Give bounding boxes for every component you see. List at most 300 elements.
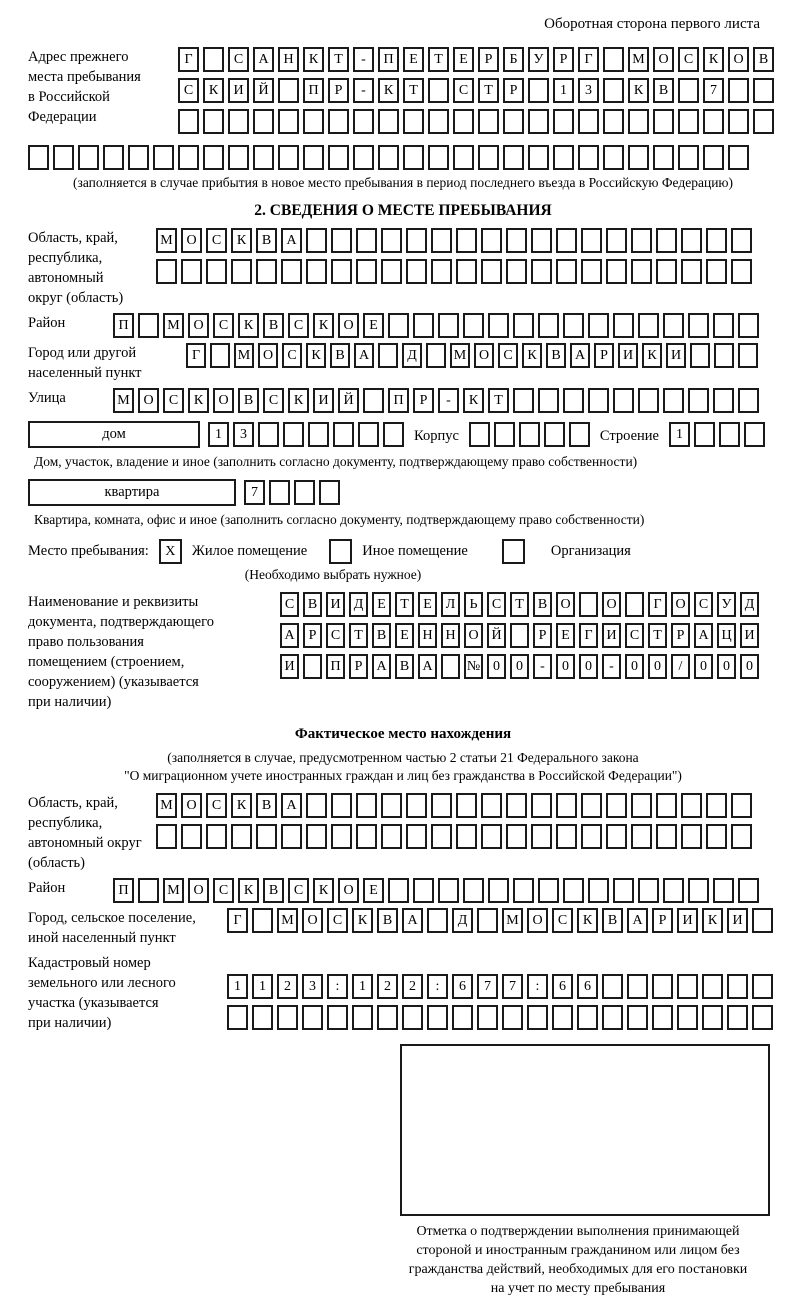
char-cell[interactable] [677, 1005, 698, 1030]
char-cell[interactable] [503, 109, 524, 134]
char-cell[interactable]: 1 [352, 974, 373, 999]
char-cell[interactable]: А [627, 908, 648, 933]
char-cell[interactable]: А [253, 47, 274, 72]
char-cell[interactable] [128, 145, 149, 170]
char-cell[interactable] [603, 145, 624, 170]
char-cell[interactable] [403, 145, 424, 170]
char-cell[interactable] [277, 1005, 298, 1030]
char-cell[interactable] [728, 78, 749, 103]
char-cell[interactable]: О [188, 313, 209, 338]
char-cell[interactable] [527, 1005, 548, 1030]
char-cell[interactable]: 2 [402, 974, 423, 999]
char-cell[interactable]: В [546, 343, 566, 368]
char-cell[interactable]: Д [349, 592, 368, 617]
char-cell[interactable] [181, 824, 202, 849]
char-cell[interactable]: В [377, 908, 398, 933]
char-cell[interactable]: 2 [377, 974, 398, 999]
char-cell[interactable] [677, 974, 698, 999]
char-cell[interactable]: М [113, 388, 134, 413]
char-cell[interactable] [256, 259, 277, 284]
char-cell[interactable]: С [163, 388, 184, 413]
char-cell[interactable] [578, 109, 599, 134]
char-cell[interactable] [256, 824, 277, 849]
char-cell[interactable] [678, 78, 699, 103]
char-cell[interactable] [553, 109, 574, 134]
char-cell[interactable] [713, 878, 734, 903]
char-cell[interactable]: Р [478, 47, 499, 72]
char-cell[interactable]: С [288, 313, 309, 338]
char-cell[interactable]: И [313, 388, 334, 413]
char-cell[interactable] [606, 793, 627, 818]
char-cell[interactable]: П [113, 878, 134, 903]
char-cell[interactable] [531, 793, 552, 818]
char-cell[interactable]: К [702, 908, 723, 933]
char-cell[interactable] [728, 145, 749, 170]
char-cell[interactable] [178, 145, 199, 170]
char-cell[interactable]: В [602, 908, 623, 933]
char-cell[interactable] [431, 824, 452, 849]
char-cell[interactable]: Т [510, 592, 529, 617]
char-cell[interactable] [556, 259, 577, 284]
char-cell[interactable]: И [326, 592, 345, 617]
char-cell[interactable] [427, 1005, 448, 1030]
char-cell[interactable] [481, 228, 502, 253]
char-cell[interactable]: К [303, 47, 324, 72]
char-cell[interactable]: 3 [233, 422, 254, 447]
char-cell[interactable]: Р [303, 623, 322, 648]
char-cell[interactable] [613, 878, 634, 903]
char-cell[interactable] [752, 1005, 773, 1030]
char-cell[interactable] [606, 228, 627, 253]
char-cell[interactable]: Е [403, 47, 424, 72]
char-cell[interactable]: Р [553, 47, 574, 72]
char-cell[interactable] [531, 824, 552, 849]
char-cell[interactable]: Е [556, 623, 575, 648]
char-cell[interactable]: М [156, 793, 177, 818]
char-cell[interactable] [478, 145, 499, 170]
char-cell[interactable] [688, 388, 709, 413]
char-cell[interactable] [363, 388, 384, 413]
char-cell[interactable] [731, 793, 752, 818]
char-cell[interactable] [713, 313, 734, 338]
char-cell[interactable] [356, 824, 377, 849]
char-cell[interactable]: В [372, 623, 391, 648]
char-cell[interactable]: О [474, 343, 494, 368]
char-cell[interactable] [627, 974, 648, 999]
char-cell[interactable] [477, 1005, 498, 1030]
char-cell[interactable] [506, 259, 527, 284]
char-cell[interactable] [727, 1005, 748, 1030]
char-cell[interactable] [428, 145, 449, 170]
char-cell[interactable]: Р [328, 78, 349, 103]
char-cell[interactable] [513, 878, 534, 903]
char-cell[interactable]: В [238, 388, 259, 413]
char-cell[interactable]: К [703, 47, 724, 72]
char-cell[interactable] [428, 78, 449, 103]
char-cell[interactable]: К [231, 793, 252, 818]
char-cell[interactable]: 1 [227, 974, 248, 999]
char-cell[interactable]: И [666, 343, 686, 368]
char-cell[interactable]: О [653, 47, 674, 72]
char-cell[interactable]: И [280, 654, 299, 679]
char-cell[interactable] [606, 259, 627, 284]
char-cell[interactable] [413, 878, 434, 903]
char-cell[interactable] [714, 343, 734, 368]
char-cell[interactable] [528, 78, 549, 103]
char-cell[interactable] [356, 228, 377, 253]
char-cell[interactable] [328, 109, 349, 134]
char-cell[interactable] [738, 343, 758, 368]
char-cell[interactable]: Д [740, 592, 759, 617]
char-cell[interactable]: М [163, 313, 184, 338]
char-cell[interactable] [578, 145, 599, 170]
char-cell[interactable]: Е [363, 878, 384, 903]
char-cell[interactable] [378, 109, 399, 134]
char-cell[interactable]: Й [487, 623, 506, 648]
char-cell[interactable]: П [303, 78, 324, 103]
char-cell[interactable]: С [213, 313, 234, 338]
char-cell[interactable]: К [352, 908, 373, 933]
char-cell[interactable] [306, 824, 327, 849]
char-cell[interactable]: В [533, 592, 552, 617]
char-cell[interactable] [638, 313, 659, 338]
char-cell[interactable]: Е [395, 623, 414, 648]
char-cell[interactable] [308, 422, 329, 447]
char-cell[interactable] [581, 259, 602, 284]
char-cell[interactable]: Е [372, 592, 391, 617]
char-cell[interactable]: Е [418, 592, 437, 617]
char-cell[interactable] [681, 228, 702, 253]
char-cell[interactable] [356, 793, 377, 818]
char-cell[interactable]: С [678, 47, 699, 72]
char-cell[interactable]: О [671, 592, 690, 617]
char-cell[interactable] [653, 145, 674, 170]
char-cell[interactable]: П [326, 654, 345, 679]
char-cell[interactable] [663, 388, 684, 413]
char-cell[interactable] [690, 343, 710, 368]
char-cell[interactable] [581, 228, 602, 253]
char-cell[interactable]: Г [578, 47, 599, 72]
char-cell[interactable] [156, 824, 177, 849]
char-cell[interactable]: В [256, 793, 277, 818]
char-cell[interactable]: О [181, 228, 202, 253]
char-cell[interactable] [331, 259, 352, 284]
char-cell[interactable]: Г [227, 908, 248, 933]
char-cell[interactable]: О [213, 388, 234, 413]
char-cell[interactable] [719, 422, 740, 447]
char-cell[interactable]: / [671, 654, 690, 679]
char-cell[interactable] [306, 793, 327, 818]
char-cell[interactable] [753, 78, 774, 103]
char-cell[interactable] [438, 878, 459, 903]
char-cell[interactable] [456, 259, 477, 284]
char-cell[interactable] [206, 824, 227, 849]
char-cell[interactable]: Д [402, 343, 422, 368]
char-cell[interactable]: А [372, 654, 391, 679]
checkbox-organizatsiya[interactable] [502, 539, 525, 564]
char-cell[interactable] [678, 109, 699, 134]
char-cell[interactable]: П [378, 47, 399, 72]
char-cell[interactable] [413, 313, 434, 338]
char-cell[interactable] [481, 259, 502, 284]
char-cell[interactable] [463, 878, 484, 903]
char-cell[interactable] [281, 259, 302, 284]
char-cell[interactable]: 1 [669, 422, 690, 447]
char-cell[interactable] [628, 145, 649, 170]
char-cell[interactable] [478, 109, 499, 134]
char-cell[interactable] [613, 388, 634, 413]
char-cell[interactable]: С [288, 878, 309, 903]
char-cell[interactable] [456, 793, 477, 818]
char-cell[interactable] [588, 878, 609, 903]
char-cell[interactable]: С [453, 78, 474, 103]
char-cell[interactable]: К [313, 878, 334, 903]
char-cell[interactable] [138, 878, 159, 903]
char-cell[interactable] [353, 145, 374, 170]
char-cell[interactable] [383, 422, 404, 447]
char-cell[interactable] [306, 259, 327, 284]
char-cell[interactable] [431, 259, 452, 284]
char-cell[interactable] [577, 1005, 598, 1030]
char-cell[interactable] [203, 145, 224, 170]
char-cell[interactable] [563, 878, 584, 903]
char-cell[interactable]: И [727, 908, 748, 933]
char-cell[interactable]: Р [349, 654, 368, 679]
char-cell[interactable]: К [642, 343, 662, 368]
char-cell[interactable]: А [354, 343, 374, 368]
char-cell[interactable] [488, 313, 509, 338]
char-cell[interactable] [258, 422, 279, 447]
char-cell[interactable] [153, 145, 174, 170]
char-cell[interactable]: М [502, 908, 523, 933]
char-cell[interactable]: 0 [579, 654, 598, 679]
checkbox-zhiloe[interactable]: X [159, 539, 182, 564]
char-cell[interactable] [706, 228, 727, 253]
char-cell[interactable] [544, 422, 565, 447]
char-cell[interactable]: В [303, 592, 322, 617]
char-cell[interactable] [431, 793, 452, 818]
char-cell[interactable] [227, 1005, 248, 1030]
char-cell[interactable] [602, 1005, 623, 1030]
char-cell[interactable] [441, 654, 460, 679]
char-cell[interactable]: Р [671, 623, 690, 648]
char-cell[interactable] [752, 908, 773, 933]
char-cell[interactable] [538, 878, 559, 903]
char-cell[interactable]: К [238, 313, 259, 338]
char-cell[interactable] [303, 654, 322, 679]
char-cell[interactable] [406, 228, 427, 253]
char-cell[interactable] [731, 228, 752, 253]
char-cell[interactable]: 7 [502, 974, 523, 999]
char-cell[interactable]: Т [648, 623, 667, 648]
char-cell[interactable]: Н [278, 47, 299, 72]
char-cell[interactable] [331, 824, 352, 849]
char-cell[interactable] [506, 793, 527, 818]
char-cell[interactable]: - [533, 654, 552, 679]
char-cell[interactable] [631, 259, 652, 284]
char-cell[interactable] [631, 228, 652, 253]
char-cell[interactable]: С [206, 793, 227, 818]
char-cell[interactable] [727, 974, 748, 999]
char-cell[interactable]: В [753, 47, 774, 72]
char-cell[interactable] [656, 793, 677, 818]
char-cell[interactable] [681, 259, 702, 284]
char-cell[interactable] [378, 343, 398, 368]
char-cell[interactable]: М [277, 908, 298, 933]
char-cell[interactable] [753, 109, 774, 134]
char-cell[interactable]: А [570, 343, 590, 368]
char-cell[interactable] [553, 145, 574, 170]
char-cell[interactable] [178, 109, 199, 134]
char-cell[interactable] [603, 47, 624, 72]
char-cell[interactable] [738, 878, 759, 903]
char-cell[interactable] [631, 824, 652, 849]
char-cell[interactable] [431, 228, 452, 253]
char-cell[interactable]: Д [452, 908, 473, 933]
char-cell[interactable] [28, 145, 49, 170]
char-cell[interactable]: Р [503, 78, 524, 103]
char-cell[interactable] [294, 480, 315, 505]
char-cell[interactable] [377, 1005, 398, 1030]
char-cell[interactable] [531, 228, 552, 253]
char-cell[interactable]: С [326, 623, 345, 648]
char-cell[interactable] [688, 313, 709, 338]
char-cell[interactable]: П [113, 313, 134, 338]
char-cell[interactable] [656, 824, 677, 849]
char-cell[interactable]: Й [338, 388, 359, 413]
char-cell[interactable]: А [694, 623, 713, 648]
char-cell[interactable]: О [602, 592, 621, 617]
char-cell[interactable] [602, 974, 623, 999]
char-cell[interactable]: И [228, 78, 249, 103]
char-cell[interactable] [494, 422, 515, 447]
char-cell[interactable]: В [653, 78, 674, 103]
char-cell[interactable] [625, 592, 644, 617]
char-cell[interactable] [428, 109, 449, 134]
char-cell[interactable] [613, 313, 634, 338]
char-cell[interactable] [381, 793, 402, 818]
char-cell[interactable]: 0 [556, 654, 575, 679]
char-cell[interactable]: С [280, 592, 299, 617]
char-cell[interactable]: Т [403, 78, 424, 103]
char-cell[interactable]: Т [428, 47, 449, 72]
char-cell[interactable] [381, 228, 402, 253]
char-cell[interactable]: Ь [464, 592, 483, 617]
char-cell[interactable]: М [234, 343, 254, 368]
char-cell[interactable]: В [263, 878, 284, 903]
char-cell[interactable]: К [231, 228, 252, 253]
char-cell[interactable] [579, 592, 598, 617]
char-cell[interactable]: Й [253, 78, 274, 103]
char-cell[interactable]: А [281, 793, 302, 818]
char-cell[interactable] [603, 78, 624, 103]
char-cell[interactable] [352, 1005, 373, 1030]
char-cell[interactable]: 6 [452, 974, 473, 999]
char-cell[interactable]: С [206, 228, 227, 253]
char-cell[interactable]: Г [178, 47, 199, 72]
char-cell[interactable] [681, 824, 702, 849]
char-cell[interactable]: М [628, 47, 649, 72]
char-cell[interactable]: К [306, 343, 326, 368]
char-cell[interactable] [638, 878, 659, 903]
char-cell[interactable] [438, 313, 459, 338]
char-cell[interactable] [502, 1005, 523, 1030]
char-cell[interactable] [353, 109, 374, 134]
char-cell[interactable]: К [577, 908, 598, 933]
char-cell[interactable] [519, 422, 540, 447]
char-cell[interactable]: - [602, 654, 621, 679]
char-cell[interactable] [206, 259, 227, 284]
char-cell[interactable] [278, 78, 299, 103]
char-cell[interactable] [303, 109, 324, 134]
char-cell[interactable]: В [330, 343, 350, 368]
char-cell[interactable]: О [188, 878, 209, 903]
char-cell[interactable]: В [256, 228, 277, 253]
char-cell[interactable]: 0 [717, 654, 736, 679]
char-cell[interactable]: И [677, 908, 698, 933]
char-cell[interactable] [228, 109, 249, 134]
char-cell[interactable] [663, 313, 684, 338]
char-cell[interactable] [333, 422, 354, 447]
char-cell[interactable] [513, 313, 534, 338]
char-cell[interactable] [331, 793, 352, 818]
char-cell[interactable]: О [527, 908, 548, 933]
char-cell[interactable]: М [156, 228, 177, 253]
char-cell[interactable] [588, 313, 609, 338]
char-cell[interactable] [513, 388, 534, 413]
char-cell[interactable]: В [263, 313, 284, 338]
char-cell[interactable]: - [353, 78, 374, 103]
char-cell[interactable] [302, 1005, 323, 1030]
char-cell[interactable] [210, 343, 230, 368]
char-cell[interactable]: 1 [553, 78, 574, 103]
char-cell[interactable]: Г [648, 592, 667, 617]
char-cell[interactable] [181, 259, 202, 284]
char-cell[interactable] [506, 824, 527, 849]
char-cell[interactable]: 1 [208, 422, 229, 447]
char-cell[interactable] [744, 422, 765, 447]
char-cell[interactable]: К [313, 313, 334, 338]
char-cell[interactable]: Б [503, 47, 524, 72]
char-cell[interactable]: И [740, 623, 759, 648]
char-cell[interactable] [278, 145, 299, 170]
char-cell[interactable]: С [552, 908, 573, 933]
char-cell[interactable] [356, 259, 377, 284]
char-cell[interactable] [731, 259, 752, 284]
char-cell[interactable] [426, 343, 446, 368]
char-cell[interactable] [752, 974, 773, 999]
char-cell[interactable] [627, 1005, 648, 1030]
char-cell[interactable] [306, 228, 327, 253]
char-cell[interactable] [663, 878, 684, 903]
char-cell[interactable]: Т [488, 388, 509, 413]
char-cell[interactable] [606, 824, 627, 849]
char-cell[interactable] [138, 313, 159, 338]
char-cell[interactable] [488, 878, 509, 903]
char-cell[interactable]: 1 [252, 974, 273, 999]
char-cell[interactable]: 0 [740, 654, 759, 679]
char-cell[interactable] [738, 388, 759, 413]
char-cell[interactable] [738, 313, 759, 338]
char-cell[interactable] [481, 793, 502, 818]
char-cell[interactable] [702, 1005, 723, 1030]
char-cell[interactable]: 7 [477, 974, 498, 999]
char-cell[interactable]: М [163, 878, 184, 903]
char-cell[interactable] [283, 422, 304, 447]
char-cell[interactable] [156, 259, 177, 284]
char-cell[interactable]: Н [441, 623, 460, 648]
char-cell[interactable]: Е [453, 47, 474, 72]
